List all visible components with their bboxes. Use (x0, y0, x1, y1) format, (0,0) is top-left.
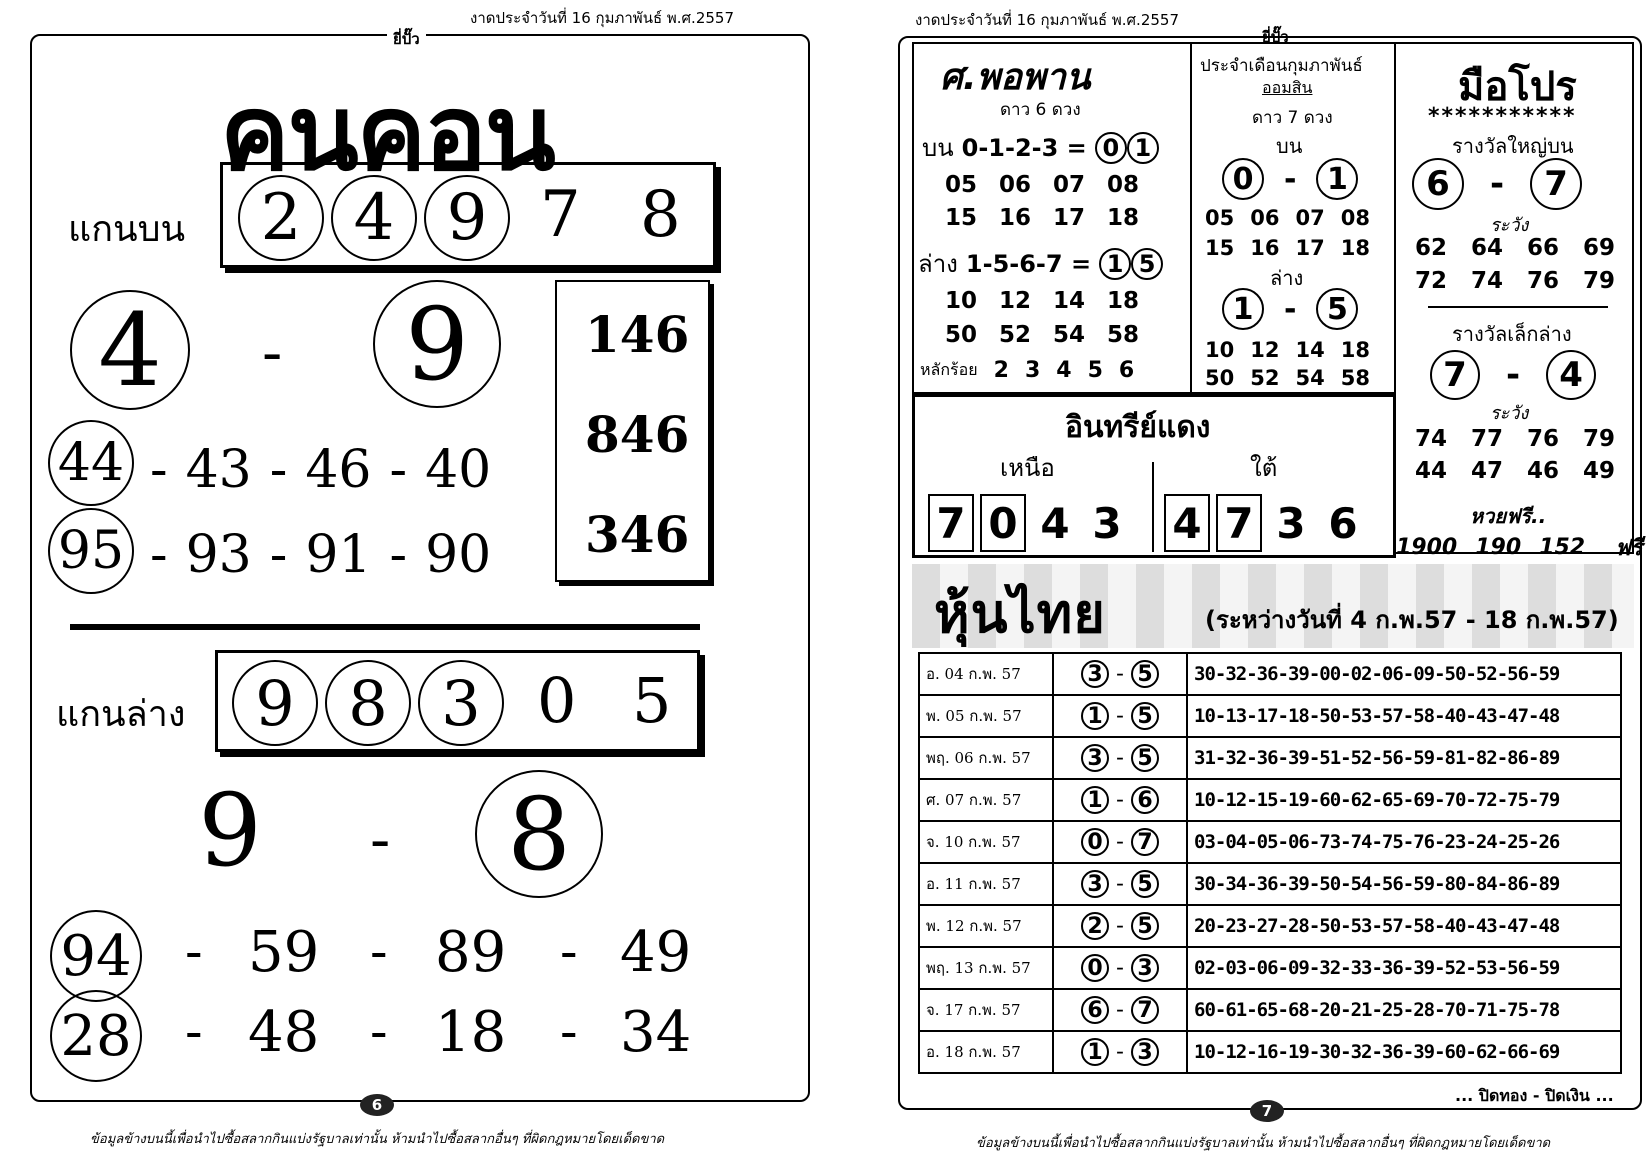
pro-big-digit: 7 (1530, 158, 1582, 210)
num: 14 (1053, 288, 1086, 314)
row2-number: 93 (185, 525, 252, 585)
stock-table (918, 652, 1622, 1074)
stock-row (919, 863, 1621, 905)
main-pair-bottom-digit: 8 (475, 770, 603, 898)
dash: - (560, 922, 578, 982)
num: 5 (1087, 358, 1103, 383)
porpan-upper-circ: 0 (1095, 132, 1127, 164)
stock-row (919, 1031, 1621, 1073)
stock-pair: 3 - 5 (1053, 863, 1187, 905)
num: 07 (1053, 172, 1086, 198)
stock-numbers: 20-23-27-28-50-53-57-58-40-43-47-48 (1187, 905, 1621, 947)
pro-small-pair: 7 - 4 (1430, 350, 1596, 400)
left-header-date: งาดประจำวันที่ 16 กุมภาพันธ์ พ.ศ.2557 (470, 9, 734, 27)
stock-pair-a: 3 (1081, 744, 1109, 772)
porpan-lower-line (918, 244, 1163, 283)
monthly-lower-digit: 1 (1222, 288, 1264, 330)
upper-axis-label: แกนบน (68, 209, 186, 250)
monthly-lower-digit: 5 (1316, 288, 1358, 330)
row2-circled: 95 (48, 508, 134, 594)
porpan-lower-circ: 1 (1099, 248, 1131, 280)
stock-closing: ... ปิดทอง - ปิดเงิน ... (1455, 1086, 1614, 1105)
stock-numbers: 60-61-65-68-20-21-25-28-70-71-75-78 (1187, 989, 1621, 1031)
row2-number: 90 (425, 525, 492, 585)
stock-pair-b: 5 (1131, 744, 1159, 772)
north-label: เหนือ (1000, 454, 1055, 482)
triple-number: 146 (585, 305, 690, 364)
upper-axis-digit: 2 (238, 175, 324, 261)
porpan-lower-row (945, 322, 1139, 348)
num: 152 (1539, 535, 1586, 560)
stock-numbers: 03-04-05-06-73-74-75-76-23-24-25-26 (1187, 821, 1621, 863)
num: 08 (1107, 172, 1140, 198)
lower-axis-digit: 9 (232, 660, 318, 746)
lower-axis-digit: 5 (632, 664, 672, 737)
triple-number: 346 (585, 505, 690, 564)
num: 64 (1471, 235, 1504, 261)
stock-row (919, 695, 1621, 737)
pro-free-label: หวยฟรี.. (1470, 504, 1547, 528)
stock-row (919, 905, 1621, 947)
porpan-upper-set: 0-1-2-3 = (961, 133, 1087, 162)
porpan-lower-set: 1-5-6-7 = (965, 249, 1092, 278)
stock-pair-b: 5 (1131, 702, 1159, 730)
main-pair-top-digit: 9 (373, 280, 501, 408)
num: 18 (1107, 205, 1140, 231)
porpan-upper-line (922, 128, 1159, 167)
stock-row (919, 947, 1621, 989)
monthly-upper-label: บน (1276, 134, 1303, 158)
stock-pair-a: 0 (1081, 954, 1109, 982)
stock-pair: 1 - 5 (1053, 695, 1187, 737)
stock-pair: 1 - 3 (1053, 1031, 1187, 1073)
num: 58 (1340, 366, 1370, 390)
north-digit: 0 (980, 494, 1026, 552)
pro-caution: ระวัง (1490, 215, 1529, 236)
stock-pair-b: 5 (1131, 870, 1159, 898)
row3-number: 89 (435, 920, 507, 985)
num: 190 (1475, 535, 1522, 560)
row3-circled: 94 (50, 910, 142, 1002)
pair-dash: - (262, 318, 283, 388)
num: 07 (1295, 206, 1325, 230)
pro-title: มือโปร (1458, 64, 1577, 110)
num: 18 (1340, 236, 1370, 260)
stock-pair: 0 - 3 (1053, 947, 1187, 989)
num: 16 (1250, 236, 1280, 260)
right-page-number: 7 (1250, 1100, 1284, 1122)
num: 05 (1205, 206, 1235, 230)
num: 12 (1250, 338, 1280, 362)
pro-small-row (1415, 426, 1615, 452)
monthly-lower-label: ล่าง (1270, 266, 1304, 290)
left-title: คนคอน (220, 72, 554, 194)
stock-pair: 3 - 5 (1053, 737, 1187, 779)
num: 52 (1250, 366, 1280, 390)
upper-axis-digit: 4 (331, 175, 417, 261)
stock-row (919, 737, 1621, 779)
pro-free-row (1396, 530, 1643, 565)
num: 50 (945, 322, 978, 348)
left-brand: ยี่ปั๊ว (387, 27, 426, 51)
south-digit: 4 (1164, 494, 1210, 552)
stock-row (919, 779, 1621, 821)
stock-row (919, 989, 1621, 1031)
hundreds-label: หลักร้อย (920, 360, 978, 379)
triple-number: 846 (585, 405, 690, 464)
row1-numbers: - 43 - 46 - 40 (150, 440, 492, 500)
stock-date: พ. 05 ก.พ. 57 (919, 695, 1053, 737)
stock-pair: 3 - 5 (1053, 653, 1187, 695)
num: 2 (993, 358, 1009, 383)
free-tail: ฟรี (1615, 536, 1643, 561)
num: 17 (1053, 205, 1086, 231)
num: 1900 (1396, 535, 1458, 560)
right-footer: ข้อมูลข้างบนนี้เพื่อนำไปซื้อสลากกินแบ่งรัฐบาลเท่านั้น ห้ามนำไปซื้อสลากอื่นๆ ที่ผิดกฎหมายโดยเด็ดขาด (976, 1136, 1551, 1151)
num: 72 (1415, 268, 1448, 294)
num: 10 (945, 288, 978, 314)
stock-pair-b: 5 (1131, 912, 1159, 940)
stock-date: พฤ. 13 ก.พ. 57 (919, 947, 1053, 989)
porpan-title: ศ.พอพาน (940, 57, 1091, 98)
num: 15 (1205, 236, 1235, 260)
monthly-stars: ดาว 7 ดวง (1252, 108, 1333, 128)
num: 66 (1527, 235, 1560, 261)
porpan-hundreds (920, 358, 1134, 383)
north-digit: 4 (1040, 498, 1070, 548)
stock-period: (ระหว่างวันที่ 4 ก.พ.57 - 18 ก.พ.57) (1205, 606, 1619, 634)
monthly-upper-digit: 1 (1316, 158, 1358, 200)
num: 79 (1583, 426, 1616, 452)
stock-numbers: 31-32-36-39-51-52-56-59-81-82-86-89 (1187, 737, 1621, 779)
row1-circled: 44 (48, 420, 134, 506)
num: 50 (1205, 366, 1235, 390)
num: 14 (1295, 338, 1325, 362)
stock-pair-a: 6 (1081, 996, 1109, 1024)
stock-pair-b: 7 (1131, 996, 1159, 1024)
south-digit: 6 (1328, 498, 1358, 548)
row4-number: 18 (435, 1000, 507, 1065)
row2-number: 91 (305, 525, 372, 585)
lower-axis-digit: 3 (418, 660, 504, 746)
left-footer: ข้อมูลข้างบนนี้เพื่อนำไปซื้อสลากกินแบ่งรัฐบาลเท่านั้น ห้ามนำไปซื้อสลากอื่นๆ ที่ผิดกฎหมายโดยเด็ดขาด (90, 1132, 665, 1147)
intharee-divider (1152, 462, 1154, 552)
stock-numbers: 30-32-36-39-00-02-06-09-50-52-56-59 (1187, 653, 1621, 695)
stock-numbers: 30-34-36-39-50-54-56-59-80-84-86-89 (1187, 863, 1621, 905)
num: 15 (945, 205, 978, 231)
num: 4 (1056, 358, 1072, 383)
stock-pair-a: 3 (1081, 660, 1109, 688)
stock-pair: 6 - 7 (1053, 989, 1187, 1031)
main-pair-top-digit: 4 (70, 290, 190, 410)
num: 52 (999, 322, 1032, 348)
south-digit: 7 (1216, 494, 1262, 552)
stock-pair-b: 3 (1131, 1038, 1159, 1066)
stock-pair: 2 - 5 (1053, 905, 1187, 947)
num: 62 (1415, 235, 1448, 261)
upper-axis-digit: 9 (424, 175, 510, 261)
num: 17 (1295, 236, 1325, 260)
stock-numbers: 02-03-06-09-32-33-36-39-52-53-56-59 (1187, 947, 1621, 989)
stock-numbers: 10-12-16-19-30-32-36-39-60-62-66-69 (1187, 1031, 1621, 1073)
porpan-stars: ดาว 6 ดวง (1000, 100, 1081, 120)
pro-small-digit: 7 (1430, 350, 1480, 400)
stock-date: อ. 18 ก.พ. 57 (919, 1031, 1053, 1073)
stock-date: พ. 12 ก.พ. 57 (919, 905, 1053, 947)
south-label: ใต้ (1250, 454, 1278, 482)
monthly-upper-row (1205, 206, 1370, 230)
row4-number: 48 (248, 1000, 320, 1065)
stock-date: จ. 17 ก.พ. 57 (919, 989, 1053, 1031)
stock-date: อ. 04 ก.พ. 57 (919, 653, 1053, 695)
num: 18 (1340, 338, 1370, 362)
monthly-title: ประจำเดือนกุมภาพันธ์ (1200, 56, 1363, 76)
pair-dash: - (370, 805, 391, 875)
num: 76 (1527, 268, 1560, 294)
num: 12 (999, 288, 1032, 314)
pro-small-label: รางวัลเล็กล่าง (1452, 322, 1572, 346)
right-header-date: งาดประจำวันที่ 16 กุมภาพันธ์ พ.ศ.2557 (915, 11, 1179, 29)
section-divider (70, 624, 700, 630)
pro-small-digit: 4 (1546, 350, 1596, 400)
north-digit: 7 (928, 494, 974, 552)
num: 76 (1527, 426, 1560, 452)
stock-date: จ. 10 ก.พ. 57 (919, 821, 1053, 863)
stock-row (919, 821, 1621, 863)
monthly-lower-row (1205, 338, 1370, 362)
stock-pair-a: 1 (1081, 702, 1109, 730)
num: 49 (1583, 458, 1616, 484)
num: 46 (1527, 458, 1560, 484)
porpan-upper-row (945, 205, 1139, 231)
right-brand: ยี่ปั๊ว (1262, 28, 1289, 46)
dash: - (560, 1002, 578, 1062)
intharee-title: อินทรีย์แดง (1065, 410, 1211, 445)
porpan-lower-label: ล่าง (918, 250, 958, 278)
pro-big-row (1415, 235, 1615, 261)
pro-stars: *********** (1428, 104, 1577, 129)
porpan-upper-row (945, 172, 1139, 198)
pro-caution: ระวัง (1490, 403, 1529, 424)
porpan-lower-circ: 5 (1131, 248, 1163, 280)
row1-number: 46 (305, 440, 372, 500)
num: 58 (1107, 322, 1140, 348)
monthly-lower-pair: 1 - 5 (1222, 288, 1358, 330)
pro-big-pair: 6 - 7 (1412, 158, 1582, 210)
stock-pair-a: 1 (1081, 1038, 1109, 1066)
stock-pair-a: 1 (1081, 786, 1109, 814)
stock-pair-a: 2 (1081, 912, 1109, 940)
stock-pair-b: 5 (1131, 660, 1159, 688)
left-page-number: 6 (360, 1094, 394, 1116)
monthly-upper-digit: 0 (1222, 158, 1264, 200)
dash: - (370, 922, 388, 982)
num: 06 (1250, 206, 1280, 230)
lower-axis-digit: 0 (537, 664, 577, 737)
num: 18 (1107, 288, 1140, 314)
monthly-upper-pair: 0 - 1 (1222, 158, 1358, 200)
row1-number: 40 (425, 440, 492, 500)
pro-big-digit: 6 (1412, 158, 1464, 210)
stock-numbers: 10-13-17-18-50-53-57-58-40-43-47-48 (1187, 695, 1621, 737)
upper-axis-digit: 7 (540, 178, 581, 252)
porpan-lower-row (945, 288, 1139, 314)
dash: - (185, 922, 203, 982)
stock-pair-a: 0 (1081, 828, 1109, 856)
num: 10 (1205, 338, 1235, 362)
monthly-upper-row (1205, 236, 1370, 260)
num: 06 (999, 172, 1032, 198)
num: 74 (1471, 268, 1504, 294)
stock-pair: 0 - 7 (1053, 821, 1187, 863)
stock-title: หุ้นไทย (934, 582, 1106, 645)
stock-row (919, 653, 1621, 695)
num: 77 (1471, 426, 1504, 452)
row3-number: 49 (620, 920, 692, 985)
num: 79 (1583, 268, 1616, 294)
num: 08 (1340, 206, 1370, 230)
num: 44 (1415, 458, 1448, 484)
stock-date: ศ. 07 ก.พ. 57 (919, 779, 1053, 821)
stock-pair-a: 3 (1081, 870, 1109, 898)
num: 3 (1024, 358, 1041, 383)
num: 54 (1053, 322, 1086, 348)
stock-date: พฤ. 06 ก.พ. 57 (919, 737, 1053, 779)
num: 54 (1295, 366, 1325, 390)
num: 05 (945, 172, 978, 198)
row2-numbers: - 93 - 91 - 90 (150, 525, 492, 585)
stock-pair-b: 7 (1131, 828, 1159, 856)
row4-circled: 28 (50, 990, 142, 1082)
porpan-upper-label: บน (922, 134, 954, 162)
dash: - (185, 1002, 203, 1062)
pro-big-row (1415, 268, 1615, 294)
stock-numbers: 10-12-15-19-60-62-65-69-70-72-75-79 (1187, 779, 1621, 821)
pro-divider (1428, 306, 1608, 308)
row4-number: 34 (620, 1000, 692, 1065)
stock-pair-b: 6 (1131, 786, 1159, 814)
row1-number: 43 (185, 440, 252, 500)
north-digit: 3 (1092, 498, 1122, 548)
monthly-subtitle: ออมสิน (1262, 78, 1313, 97)
lower-axis-digit: 8 (325, 660, 411, 746)
lower-axis-label: แกนล่าง (56, 694, 186, 735)
porpan-upper-circ: 1 (1127, 132, 1159, 164)
num: 69 (1583, 235, 1616, 261)
num: 47 (1471, 458, 1504, 484)
pro-big-label: รางวัลใหญ่บน (1452, 134, 1574, 158)
stock-pair: 1 - 6 (1053, 779, 1187, 821)
stock-date: อ. 11 ก.พ. 57 (919, 863, 1053, 905)
south-digit: 3 (1276, 498, 1306, 548)
pro-small-row (1415, 458, 1615, 484)
monthly-lower-row (1205, 366, 1370, 390)
dash: - (370, 1002, 388, 1062)
stock-pair-b: 3 (1131, 954, 1159, 982)
num: 74 (1415, 426, 1448, 452)
row3-number: 59 (248, 920, 320, 985)
num: 16 (999, 205, 1032, 231)
main-pair-bottom-digit: 9 (198, 771, 262, 889)
upper-axis-digit: 8 (640, 178, 681, 252)
num: 6 (1118, 358, 1135, 383)
